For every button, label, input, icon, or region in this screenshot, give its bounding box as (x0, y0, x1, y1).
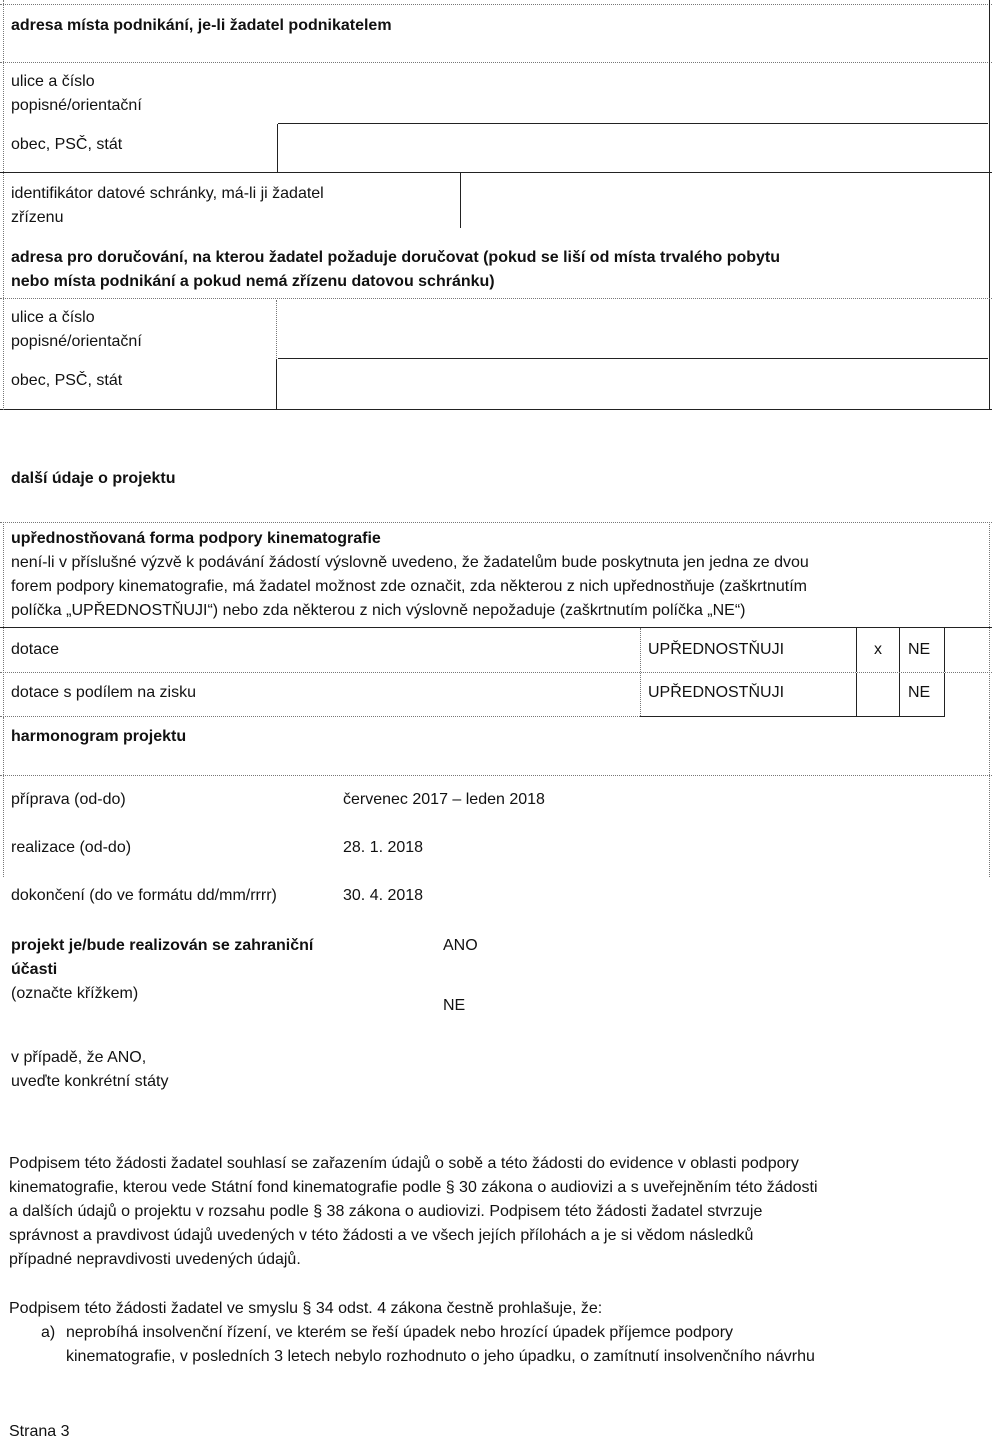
business-city-field[interactable] (278, 124, 988, 172)
no-checkbox[interactable] (945, 673, 985, 716)
schedule-value[interactable]: červenec 2017 – leden 2018 (343, 791, 545, 808)
row-border (0, 716, 640, 717)
cell-divider (640, 673, 641, 716)
schedule-value[interactable]: 30. 4. 2018 (343, 887, 424, 904)
description-line: políčka „UPŘEDNOSTŇUJI“) nebo zda některou z nich výslovně nepožaduje (zaškrtnutím políčka „NE“) (11, 602, 746, 619)
no-label: NE (908, 684, 931, 701)
form-right-border (989, 522, 990, 717)
foreign-yes-option[interactable]: ANO (443, 937, 478, 954)
form-right-border (989, 717, 990, 877)
city-label: obec, PSČ, stát (11, 136, 123, 153)
row-border (640, 716, 945, 717)
no-label: NE (908, 641, 931, 658)
form-left-border (3, 522, 4, 717)
countries-label (11, 1046, 168, 1094)
title-line: projekt je/bude realizován se zahraniční (11, 937, 314, 954)
row-border (0, 672, 992, 673)
form-left-border (3, 717, 4, 877)
option-label: dotace (11, 641, 60, 658)
delivery-street-field[interactable] (278, 300, 988, 358)
section-title-schedule: harmonogram projektu (11, 728, 187, 745)
section-title-delivery-address (11, 246, 981, 294)
street-label-line: popisné/orientační (11, 333, 142, 350)
field-divider (276, 359, 277, 409)
foreign-participation-title (11, 934, 313, 982)
section-top-border (0, 4, 992, 5)
list-marker: a) (41, 1324, 56, 1341)
divider (0, 775, 992, 776)
foreign-no-option[interactable]: NE (443, 997, 466, 1014)
countries-label-line: uveďte konkrétní státy (11, 1073, 169, 1090)
section-title-project: další údaje o projektu (11, 470, 176, 487)
countries-label-line: v případě, že ANO, (11, 1049, 147, 1066)
declaration-line: správnost a pravdivost údajů uvedených v této žádosti a ve všech jejích přílohách a je si vědom následků (9, 1227, 754, 1244)
delivery-street-label (11, 306, 142, 354)
street-label (11, 70, 142, 118)
divider (0, 522, 992, 523)
databox-id-field[interactable] (461, 173, 988, 228)
item-line: neprobíhá insolvenční řízení, ve kterém se řeší úpadek nebo hrozící úpadek příjemce podpory (66, 1324, 734, 1341)
cell-divider (899, 673, 900, 716)
cell-divider (899, 628, 900, 672)
schedule-label: dokončení (do ve formátu dd/mm/rrrr) (11, 887, 277, 904)
delivery-city-field[interactable] (278, 359, 988, 409)
prefer-checkbox[interactable] (857, 673, 899, 716)
declaration-line: kinematografie, kterou vede Státní fond kinematografie podle § 30 zákona o audiovizi a s uveřejněním této žádosti (9, 1179, 818, 1196)
section-title-line: nebo místa podnikání a pokud nemá zřízenu datovou schránku) (11, 273, 495, 290)
street-label-line: ulice a číslo (11, 73, 95, 90)
form-left-border (3, 0, 4, 410)
databox-label-line: zřízenu (11, 209, 64, 226)
declaration-line: a dalších údajů o projektu v rozsahu podle § 38 zákona o audiovizi. Podpisem této žádosti žadatel stvrzuje (9, 1203, 763, 1220)
street-label-line: popisné/orientační (11, 97, 142, 114)
databox-label-line: identifikátor datové schránky, má-li ji žadatel (11, 185, 324, 202)
declaration-paragraph (9, 1152, 969, 1272)
delivery-city-label: obec, PSČ, stát (11, 372, 123, 389)
declaration-line: případné nepravdivosti uvedených údajů. (9, 1251, 301, 1268)
declaration-intro: Podpisem této žádosti žadatel ve smyslu § 34 odst. 4 zákona čestně prohlašuje, že: (9, 1300, 603, 1317)
no-checkbox[interactable] (945, 628, 985, 672)
item-line: kinematografie, v posledních 3 letech nebylo rozhodnuto o jeho úpadku, o zamítnutí insolvenčního návrhu (66, 1348, 815, 1365)
description-line: není-li v příslušné výzvě k podávání žádostí výslovně uvedeno, že žadatelům bude poskytnuta jen jedna ze dvou (11, 554, 809, 571)
databox-label (11, 182, 324, 230)
prefer-checkbox[interactable]: x (874, 641, 882, 658)
divider (0, 298, 992, 299)
page-number: Strana 3 (9, 1423, 70, 1440)
street-label-line: ulice a číslo (11, 309, 95, 326)
section-title-line: adresa pro doručování, na kterou žadatel požaduje doručovat (pokud se liší od místa trvalého pobytu (11, 249, 781, 266)
row-border (0, 627, 992, 628)
support-form-title: upřednostňovaná forma podpory kinematografie (11, 530, 381, 547)
countries-field[interactable] (343, 1040, 983, 1096)
schedule-label: příprava (od-do) (11, 791, 126, 808)
prefer-label: UPŘEDNOSTŇUJI (648, 684, 785, 701)
title-line: účasti (11, 961, 58, 978)
declaration-line: Podpisem této žádosti žadatel souhlasí se zařazením údajů o sobě a této žádosti do evidence v oblasti podpory (9, 1155, 799, 1172)
schedule-label: realizace (od-do) (11, 839, 132, 856)
cell-divider (640, 628, 641, 672)
form-right-border (989, 0, 990, 410)
schedule-value[interactable]: 28. 1. 2018 (343, 839, 424, 856)
field-divider (276, 300, 277, 358)
foreign-note: (označte křížkem) (11, 985, 139, 1002)
description-line: forem podpory kinematografie, má žadatel možnost zde označit, zda některou z nich upřednostňuje (zaškrtnutím (11, 578, 807, 595)
declaration-item-a (66, 1321, 986, 1369)
support-form-description (11, 551, 986, 623)
section-title-business-address: adresa místa podnikání, je-li žadatel podnikatelem (11, 17, 392, 34)
prefer-label: UPŘEDNOSTŇUJI (648, 641, 785, 658)
option-label: dotace s podílem na zisku (11, 684, 196, 701)
business-street-field[interactable] (278, 63, 988, 123)
section-bottom-border (0, 409, 992, 410)
